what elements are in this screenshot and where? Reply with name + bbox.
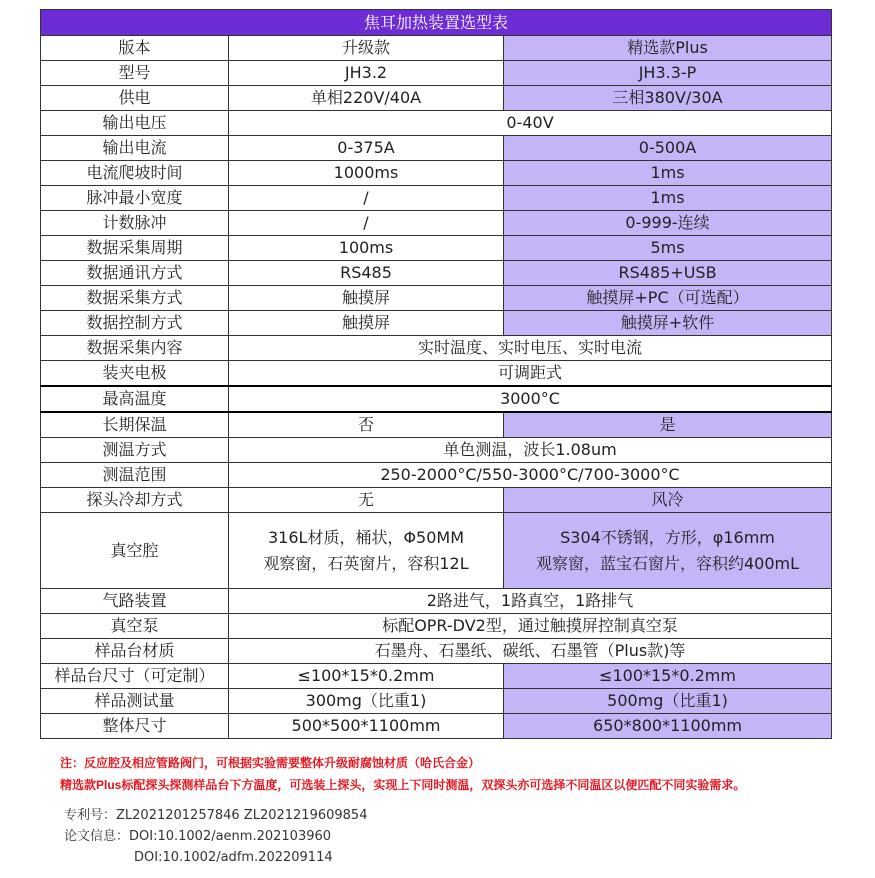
patent-numbers: 专利号：ZL2021201257846 ZL2021219609854	[64, 808, 368, 823]
upgrade-value: 500*500*1100mm	[229, 714, 504, 739]
row-label: 电流爬坡时间	[41, 161, 229, 186]
row-label: 输出电流	[41, 136, 229, 161]
merged-value: 250-2000°C/550-3000°C/700-3000°C	[229, 463, 832, 488]
plus-value: 500mg（比重1)	[504, 689, 832, 714]
table-title: 焦耳加热装置选型表	[41, 10, 832, 36]
merged-value: 标配OPR-DV2型，通过触摸屏控制真空泵	[229, 614, 832, 639]
upgrade-value: 1000ms	[229, 161, 504, 186]
note-line-2: 精选款Plus标配探头探测样品台下方温度，可选装上探头，实现上下同时测温，双探头亦可选择不同温区以便匹配不同实验需求。	[60, 778, 746, 792]
merged-value: 石墨舟、石墨纸、碳纸、石墨管（Plus款)等	[229, 639, 832, 664]
plus-value: 触摸屏+软件	[504, 311, 832, 336]
table-row	[41, 513, 832, 589]
plus-value: JH3.3-P	[504, 61, 832, 86]
table-row	[41, 361, 832, 387]
row-label: 装夹电极	[41, 361, 229, 387]
merged-value: 可调距式	[229, 361, 832, 387]
upgrade-value: JH3.2	[229, 61, 504, 86]
table-title-row	[41, 10, 832, 36]
upgrade-value	[229, 513, 504, 589]
references	[64, 805, 367, 868]
plus-value: ≤100*15*0.2mm	[504, 664, 832, 689]
notes	[60, 752, 745, 796]
plus-value	[504, 513, 832, 589]
row-label: 计数脉冲	[41, 211, 229, 236]
plus-value-line: S304不锈钢，方形，φ16mm	[560, 527, 775, 547]
upgrade-value: ≤100*15*0.2mm	[229, 664, 504, 689]
upgrade-value: 0-375A	[229, 136, 504, 161]
upgrade-value-line: 观察窗，石英窗片，容积12L	[263, 553, 469, 573]
row-label: 探头冷却方式	[41, 488, 229, 513]
row-label: 样品测试量	[41, 689, 229, 714]
row-label: 型号	[41, 61, 229, 86]
row-label: 数据控制方式	[41, 311, 229, 336]
row-label: 真空腔	[41, 513, 229, 589]
table-row	[41, 589, 832, 614]
table-row	[41, 639, 832, 664]
table-row	[41, 286, 832, 311]
table-row	[41, 61, 832, 86]
row-label: 样品台尺寸（可定制）	[41, 664, 229, 689]
paper-doi-1: 论文信息：DOI:10.1002/aenm.202103960	[64, 829, 332, 844]
upgrade-value: 单相220V/40A	[229, 86, 504, 111]
merged-value: 实时温度、实时电压、实时电流	[229, 336, 832, 361]
plus-value: 触摸屏+PC（可选配）	[504, 286, 832, 311]
upgrade-value: RS485	[229, 261, 504, 286]
plus-value: 1ms	[504, 186, 832, 211]
table-row	[41, 664, 832, 689]
table-row	[41, 386, 832, 412]
upgrade-value: 触摸屏	[229, 286, 504, 311]
merged-value: 2路进气，1路真空，1路排气	[229, 589, 832, 614]
table-row	[41, 714, 832, 739]
row-label: 版本	[41, 36, 229, 61]
plus-value: 5ms	[504, 236, 832, 261]
row-label: 长期保温	[41, 412, 229, 438]
table-row	[41, 211, 832, 236]
table-row	[41, 236, 832, 261]
plus-value: RS485+USB	[504, 261, 832, 286]
table-row	[41, 261, 832, 286]
table-row	[41, 438, 832, 463]
merged-value: 3000°C	[229, 386, 832, 412]
row-label: 数据通讯方式	[41, 261, 229, 286]
table-row	[41, 336, 832, 361]
table-row	[41, 488, 832, 513]
row-label: 数据采集周期	[41, 236, 229, 261]
paper-doi-2: DOI:10.1002/adfm.202209114	[134, 850, 333, 865]
table-row	[41, 86, 832, 111]
upgrade-value: 触摸屏	[229, 311, 504, 336]
upgrade-value: 否	[229, 412, 504, 438]
plus-value: 0-999-连续	[504, 211, 832, 236]
table-row	[41, 136, 832, 161]
table-row	[41, 689, 832, 714]
row-label: 数据采集内容	[41, 336, 229, 361]
plus-value: 1ms	[504, 161, 832, 186]
plus-value: 650*800*1100mm	[504, 714, 832, 739]
merged-value: 0-40V	[229, 111, 832, 136]
row-label: 测温方式	[41, 438, 229, 463]
row-label: 测温范围	[41, 463, 229, 488]
row-label: 最高温度	[41, 386, 229, 412]
table-row	[41, 36, 832, 61]
upgrade-value: 升级款	[229, 36, 504, 61]
upgrade-value: 无	[229, 488, 504, 513]
upgrade-value-line: 316L材质，桶状，Φ50MM	[267, 527, 465, 547]
plus-value: 三相380V/30A	[504, 86, 832, 111]
row-label: 气路装置	[41, 589, 229, 614]
upgrade-value: /	[229, 186, 504, 211]
plus-value: 是	[504, 412, 832, 438]
table-row	[41, 111, 832, 136]
table-row	[41, 311, 832, 336]
plus-value-line: 观察窗，蓝宝石窗片，容积约400mL	[535, 553, 800, 573]
upgrade-value: 100ms	[229, 236, 504, 261]
upgrade-value: /	[229, 211, 504, 236]
row-label: 供电	[41, 86, 229, 111]
table-row	[41, 161, 832, 186]
plus-value: 风冷	[504, 488, 832, 513]
row-label: 真空泵	[41, 614, 229, 639]
table-row	[41, 412, 832, 438]
upgrade-value: 300mg（比重1)	[229, 689, 504, 714]
note-line-1: 注：反应腔及相应管路阀门，可根据实验需要整体升级耐腐蚀材质（哈氏合金）	[60, 756, 481, 770]
plus-value: 0-500A	[504, 136, 832, 161]
merged-value: 单色测温，波长1.08um	[229, 438, 832, 463]
row-label: 整体尺寸	[41, 714, 229, 739]
row-label: 数据采集方式	[41, 286, 229, 311]
table-row	[41, 463, 832, 488]
plus-value: 精选款Plus	[504, 36, 832, 61]
table-row	[41, 186, 832, 211]
table-row	[41, 614, 832, 639]
spec-table	[40, 9, 832, 739]
row-label: 输出电压	[41, 111, 229, 136]
row-label: 样品台材质	[41, 639, 229, 664]
row-label: 脉冲最小宽度	[41, 186, 229, 211]
